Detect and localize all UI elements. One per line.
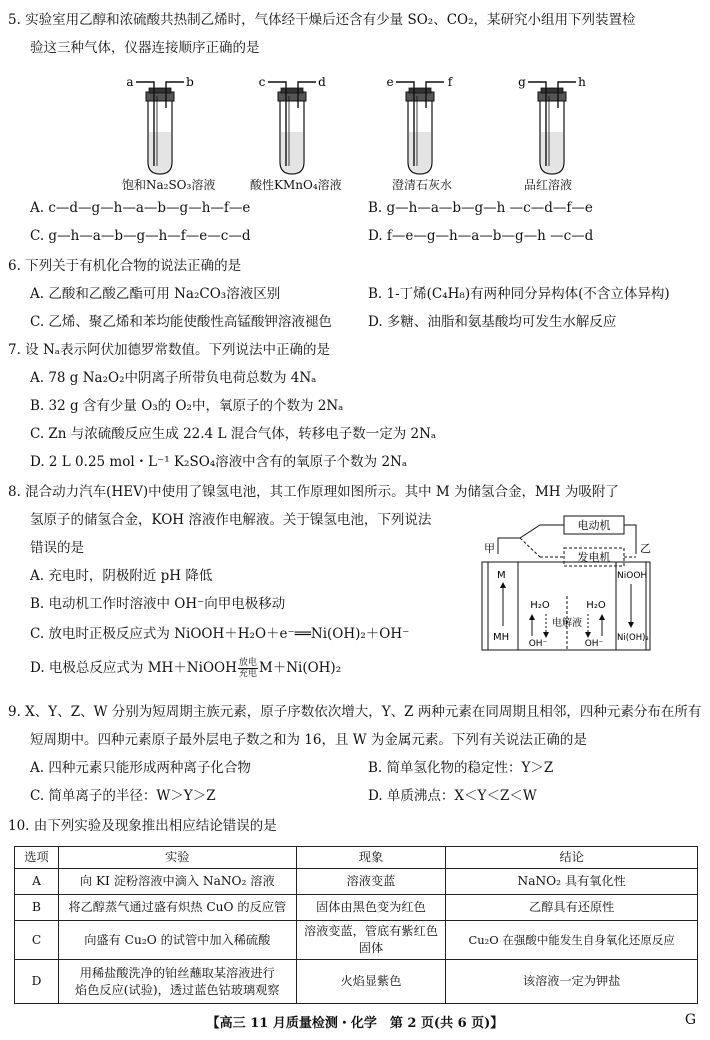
table-header-row bbox=[15, 847, 698, 869]
outlet-letter: h bbox=[578, 75, 586, 89]
reversible-arrow bbox=[238, 658, 258, 679]
inlet-letter: e bbox=[386, 75, 394, 89]
h2o-label-left: H₂O bbox=[530, 600, 550, 611]
q9-stem-line2: 短周期中。四种元素原子最外层电子数之和为 16，且 W 为金属元素。下列有关说法正确的是 bbox=[30, 732, 587, 748]
motor-label: 电动机 bbox=[577, 519, 611, 532]
charge-label: 充电 bbox=[238, 669, 257, 679]
outlet-letter: b bbox=[186, 75, 194, 89]
q8-option-d-pre: D. 电极总反应式为 MH＋NiOOH bbox=[30, 660, 237, 676]
row-conclusion: 该溶液一定为钾盐 bbox=[446, 960, 698, 1004]
q5-stem-line1: 5. 实验室用乙醇和浓硫酸共热制乙烯时，气体经干燥后还含有少量 SO₂、CO₂，某研究小组用下列装置检 bbox=[8, 12, 636, 28]
row-experiment-line1: 用稀盐酸洗净的铂丝蘸取某溶液进行 bbox=[79, 965, 275, 980]
q8-option-c: C. 放电时正极反应式为 NiOOH＋H₂O＋e⁻══Ni(OH)₂＋OH⁻ bbox=[30, 626, 410, 642]
row-experiment-line2: 焰色反应(试验)，透过蓝色钴玻璃观察 bbox=[75, 982, 280, 997]
header-conclusion: 结论 bbox=[446, 847, 698, 869]
header-phenomenon: 现象 bbox=[296, 847, 446, 869]
electrolyte-label: 电解液 bbox=[552, 618, 582, 629]
apparatus-caption-1: 饱和Na₂SO₃溶液 bbox=[122, 178, 216, 192]
m-label: M bbox=[497, 570, 506, 581]
q5-option-a: A. c—d—g—h—a—b—g—h—f—e bbox=[30, 200, 251, 216]
battery-diagram bbox=[480, 512, 652, 652]
apparatus-bottle-1 bbox=[126, 75, 194, 174]
row-experiment: 向 KI 淀粉溶液中滴入 NaNO₂ 溶液 bbox=[58, 869, 296, 895]
apparatus-bottle-3 bbox=[386, 75, 453, 174]
mh-label: MH bbox=[493, 632, 510, 643]
outlet-letter: f bbox=[447, 75, 453, 89]
q5-apparatus-figure bbox=[0, 74, 710, 190]
row-conclusion: 乙醇具有还原性 bbox=[446, 895, 698, 921]
h2o-label-right: H₂O bbox=[586, 600, 606, 611]
q7-option-c: C. Zn 与浓硫酸反应生成 22.4 L 混合气体，转移电子数一定为 2Nₐ bbox=[30, 426, 437, 442]
row-label: D bbox=[15, 960, 59, 1004]
q10-stem: 10. 由下列实验及现象推出相应结论错误的是 bbox=[8, 818, 277, 834]
q8-stem-line1: 8. 混合动力汽车(HEV)中使用了镍氢电池，其工作原理如图所示。其中 M 为储氢合金，MH 为吸附了 bbox=[8, 484, 619, 500]
table-row bbox=[15, 960, 698, 1004]
table-row bbox=[15, 895, 698, 921]
q5-option-d: D. f—e—g—h—a—b—g—h —c—d bbox=[368, 228, 594, 244]
row-experiment bbox=[58, 960, 296, 1004]
q9-option-d: D. 单质沸点：X＜Y＜Z＜W bbox=[368, 788, 537, 804]
electrode-left-label: 甲 bbox=[484, 542, 495, 555]
q8-option-d bbox=[30, 658, 341, 679]
row-experiment: 向盛有 Cu₂O 的试管中加入稀硫酸 bbox=[58, 921, 296, 960]
q7-option-b: B. 32 g 含有少量 O₃的 O₂中，氧原子的个数为 2Nₐ bbox=[30, 398, 344, 414]
oh-label-left: OH⁻ bbox=[528, 639, 548, 649]
row-conclusion: Cu₂O 在强酸中能发生自身氧化还原反应 bbox=[446, 921, 698, 960]
table-row bbox=[15, 921, 698, 960]
q5-option-c: C. g—h—a—b—g—h—f—e—c—d bbox=[30, 228, 251, 244]
q9-option-c: C. 简单离子的半径：W＞Y＞Z bbox=[30, 788, 216, 804]
q6-option-d: D. 多糖、油脂和氨基酸均可发生水解反应 bbox=[368, 314, 617, 330]
q7-option-a: A. 78 g Na₂O₂中阴离子所带负电荷总数为 4Nₐ bbox=[30, 370, 317, 386]
nioh-label: Ni(OH)₂ bbox=[617, 633, 649, 643]
q6-option-b: B. 1-丁烯(C₄H₈)有两种同分异构体(不含立体异构) bbox=[368, 286, 670, 302]
row-phenomenon: 溶液变蓝，管底有紫红色固体 bbox=[296, 921, 446, 960]
q6-option-a: A. 乙酸和乙酸乙酯可用 Na₂CO₃溶液区别 bbox=[30, 286, 281, 302]
electrode-right-label: 乙 bbox=[640, 542, 651, 555]
header-experiment: 实验 bbox=[58, 847, 296, 869]
row-phenomenon: 固体由黑色变为红色 bbox=[296, 895, 446, 921]
apparatus-caption-3: 澄清石灰水 bbox=[392, 178, 453, 192]
row-label: B bbox=[15, 895, 59, 921]
q6-stem: 6. 下列关于有机化合物的说法正确的是 bbox=[8, 258, 242, 274]
inlet-letter: c bbox=[258, 75, 266, 89]
apparatus-caption-2: 酸性KMnO₄溶液 bbox=[250, 178, 342, 192]
row-label: A bbox=[15, 869, 59, 895]
oh-label-right: OH⁻ bbox=[584, 639, 604, 649]
apparatus-bottle-4 bbox=[518, 75, 586, 174]
q8-stem-line3: 错误的是 bbox=[30, 540, 84, 556]
row-label: C bbox=[15, 921, 59, 960]
paper-code: G bbox=[684, 1012, 696, 1028]
q6-option-c: C. 乙烯、聚乙烯和苯均能使酸性高锰酸钾溶液褪色 bbox=[30, 314, 332, 330]
q8-stem-line2: 氢原子的储氢合金，KOH 溶液作电解液。关于镍氢电池，下列说法 bbox=[30, 512, 432, 528]
q9-stem-line1: 9. X、Y、Z、W 分别为短周期主族元素，原子序数依次增大，Y、Z 两种元素在同周期且相邻，四种元素分布在所有 bbox=[8, 704, 702, 720]
experiment-table bbox=[14, 846, 698, 1004]
header-option: 选项 bbox=[15, 847, 59, 869]
niooh-label: NiOOH bbox=[617, 571, 648, 581]
row-conclusion: NaNO₂ 具有氧化性 bbox=[446, 869, 698, 895]
generator-label: 发电机 bbox=[577, 551, 611, 564]
q9-option-a: A. 四种元素只能形成两种离子化合物 bbox=[30, 760, 251, 776]
q8-option-d-post: M＋Ni(OH)₂ bbox=[258, 660, 342, 676]
q7-stem: 7. 设 Nₐ表示阿伏加德罗常数值。下列说法中正确的是 bbox=[8, 342, 330, 358]
apparatus-caption-4: 品红溶液 bbox=[524, 178, 573, 192]
inlet-letter: a bbox=[126, 75, 134, 89]
inlet-letter: g bbox=[518, 75, 526, 89]
q9-option-b: B. 简单氢化物的稳定性：Y＞Z bbox=[368, 760, 554, 776]
table-row bbox=[15, 869, 698, 895]
row-phenomenon: 溶液变蓝 bbox=[296, 869, 446, 895]
q7-option-d: D. 2 L 0.25 mol・L⁻¹ K₂SO₄溶液中含有的氧原子个数为 2Nₐ bbox=[30, 454, 408, 470]
apparatus-bottle-2 bbox=[259, 75, 327, 174]
page-footer: 【高三 11 月质量检测・化学 第 2 页(共 6 页)】 bbox=[206, 1016, 504, 1031]
outlet-letter: d bbox=[318, 75, 326, 89]
discharge-label: 放电 bbox=[238, 658, 257, 668]
q8-option-b: B. 电动机工作时溶液中 OH⁻向甲电极移动 bbox=[30, 596, 286, 612]
q5-option-b: B. g—h—a—b—g—h —c—d—f—e bbox=[368, 200, 593, 216]
row-phenomenon: 火焰显紫色 bbox=[296, 960, 446, 1004]
row-experiment: 将乙醇蒸气通过盛有炽热 CuO 的反应管 bbox=[58, 895, 296, 921]
q8-option-a: A. 充电时，阴极附近 pH 降低 bbox=[30, 568, 213, 584]
q5-stem-line2: 验这三种气体，仪器连接顺序正确的是 bbox=[30, 40, 260, 56]
